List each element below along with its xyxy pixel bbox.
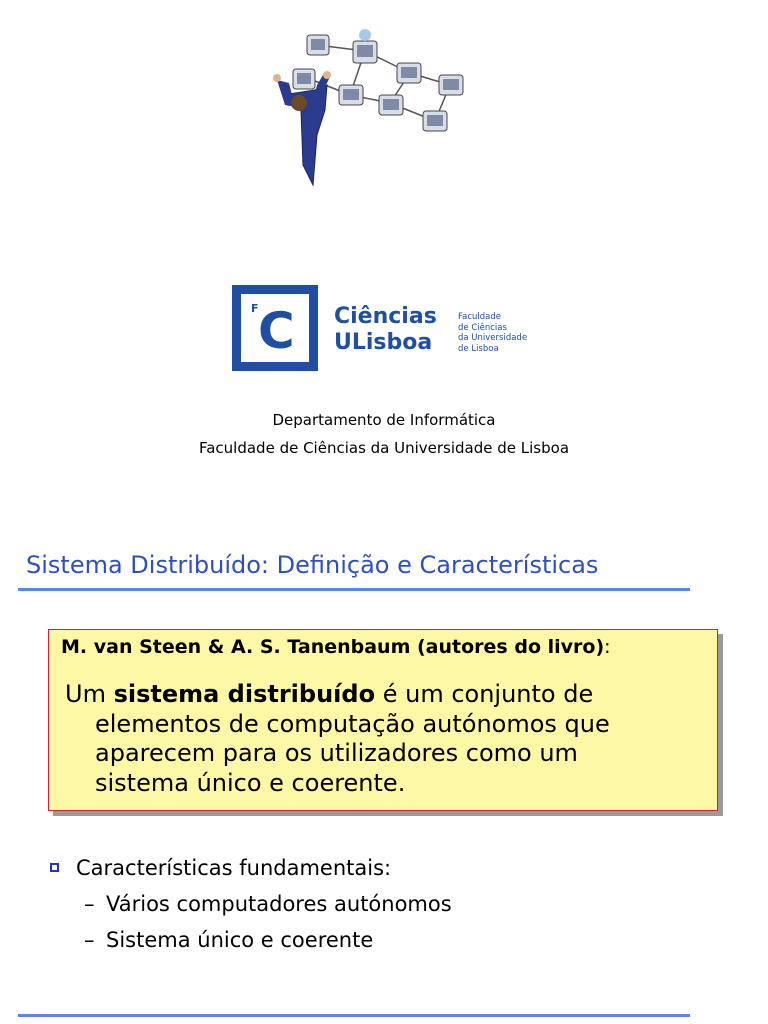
list-item — [48, 850, 452, 886]
logo-subtitle-line: de Ciências — [458, 322, 507, 333]
logo-name-line1: Ciências — [334, 304, 437, 329]
sub-list-item — [48, 922, 452, 958]
ciencias-ulisboa-logo — [232, 285, 552, 375]
sub-list-item — [48, 886, 452, 922]
logo-subtitle-line: Faculdade — [458, 312, 501, 322]
definition-box — [48, 629, 718, 811]
definition-authors: M. van Steen & A. S. Tanenbaum (autores do livro) — [61, 636, 605, 658]
slide-title: Sistema Distribuído: Definição e Características — [26, 551, 599, 579]
logo-mark — [232, 285, 318, 371]
footer-divider — [18, 1014, 690, 1017]
square-bullet-icon — [50, 863, 59, 872]
department-name: Departamento de Informática — [272, 411, 496, 429]
definition-line2: elementos de computação autónomos que — [95, 709, 610, 738]
logo-subtitle-line: de Lisboa — [458, 343, 499, 354]
definition-prefix: Um — [65, 680, 114, 708]
definition-term: sistema distribuído — [113, 680, 376, 708]
logo-subtitle-line: da Universidade — [458, 333, 528, 343]
logo-name-line2: ULisboa — [334, 330, 433, 355]
dash-bullet: – — [84, 892, 95, 916]
characteristics-list — [48, 850, 452, 958]
definition-line3: aparecem para os utilizadores como um — [95, 739, 578, 767]
logo-mark-f: F — [251, 302, 259, 315]
faculty-name: Faculdade de Ciências da Universidade de Lisboa — [198, 439, 570, 457]
list-item-label: Características fundamentais: — [76, 856, 392, 880]
network-computers-illustration — [255, 15, 485, 190]
title-divider — [18, 588, 690, 591]
department-info — [0, 406, 768, 462]
definition-line1: é um conjunto de — [375, 680, 594, 708]
logo-name — [334, 304, 437, 356]
definition-line4: sistema único e coerente. — [95, 768, 406, 797]
definition-text — [65, 680, 705, 798]
definition-heading — [61, 636, 611, 658]
sub-list-item-label: Sistema único e coerente — [106, 928, 374, 952]
dash-bullet: – — [84, 928, 95, 952]
definition-colon: : — [604, 636, 611, 658]
sub-list-item-label: Vários computadores autónomos — [106, 892, 452, 916]
logo-subtitle — [458, 312, 527, 354]
logo-mark-c: C — [258, 302, 295, 360]
